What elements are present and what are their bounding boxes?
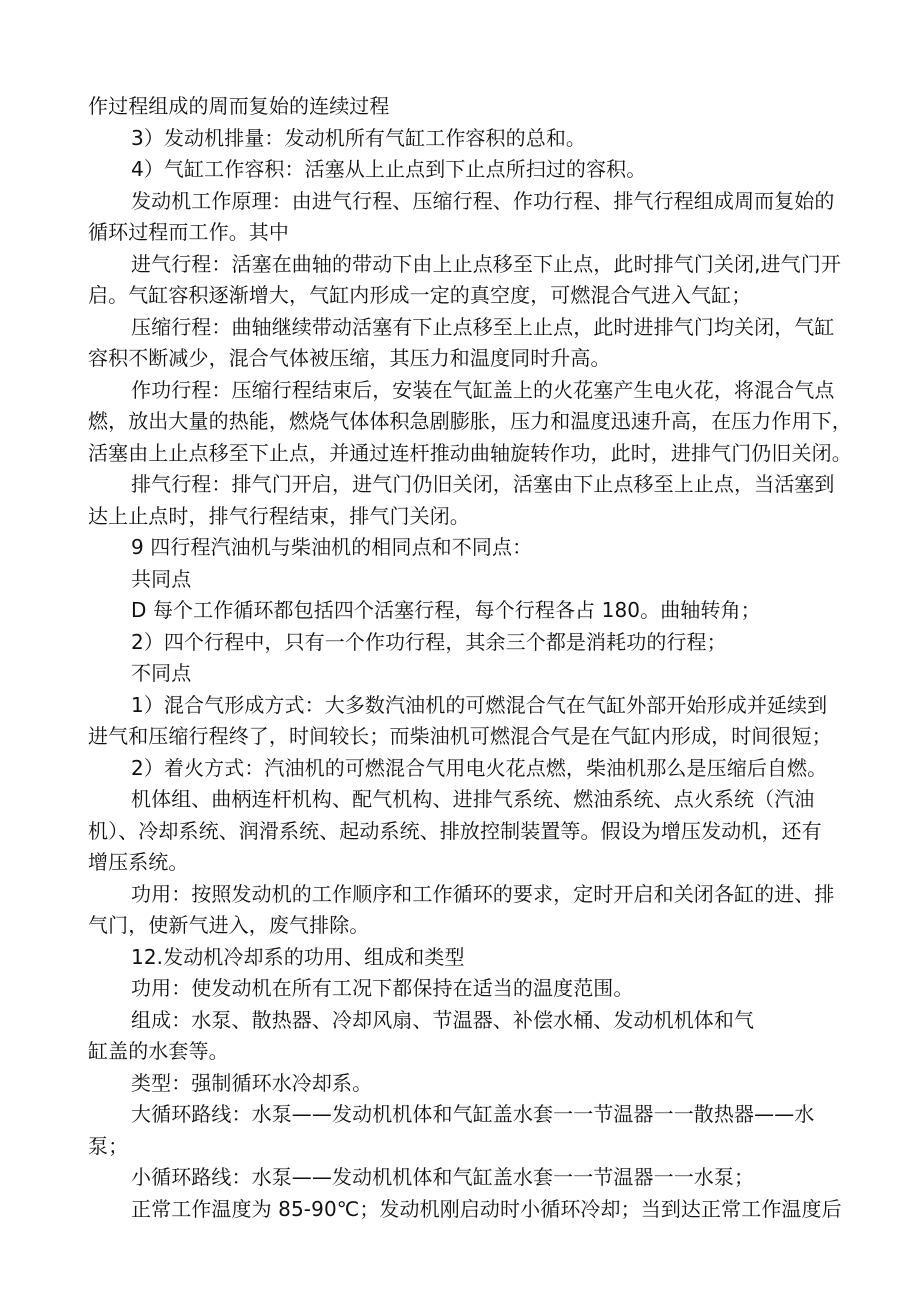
- text-line: 进气和压缩行程终了，时间较长；而柴油机可燃混合气是在气缸内形成，时间很短；: [88, 724, 832, 748]
- text-line: 共同点: [131, 567, 192, 591]
- text-line: 进气行程：活塞在曲轴的带动下由上止点移至下止点，此时排气门关闭,进气门开: [131, 252, 841, 276]
- text-line: 4）气缸工作容积：活塞从上止点到下止点所扫过的容积。: [131, 157, 647, 181]
- text-line: 气门，使新气进入，废气排除。: [88, 913, 370, 937]
- text-line: 9 四行程汽油机与柴油机的相同点和不同点：: [131, 535, 533, 559]
- text-line: 压缩行程：曲轴继续带动活塞有下止点移至上止点，此时进排气门均关闭，气缸: [131, 315, 835, 339]
- text-line: 作过程组成的周而复始的连续过程: [88, 94, 390, 118]
- text-line: 容积不断减少，混合气体被压缩，其压力和温度同时升高。: [88, 346, 611, 370]
- text-line: 组成：水泵、散热器、冷却风扇、节温器、补偿水桶、发动机机体和气: [131, 1008, 755, 1032]
- text-line: 2）着火方式：汽油机的可燃混合气用电火花点燃，柴油机那么是压缩后自燃。: [131, 756, 828, 780]
- text-line: 循环过程而工作。其中: [88, 220, 289, 244]
- text-line: 3）发动机排量：发动机所有气缸工作容积的总和。: [131, 126, 587, 150]
- text-line: 机）、冷却系统、润滑系统、起动系统、排放控制装置等。假设为增压发动机，还有: [88, 819, 822, 843]
- text-line: 启。气缸容积逐渐增大，气缸内形成一定的真空度，可燃混合气进入气缸；: [88, 283, 752, 307]
- text-line: 排气行程：排气门开启，进气门仍旧关闭，活塞由下止点移至上止点，当活塞到: [131, 472, 835, 496]
- text-line: 机体组、曲柄连杆机构、配气机构、进排气系统、燃油系统、点火系统（汽油: [131, 787, 815, 811]
- text-line: 燃，放出大量的热能，燃烧气体体积急剧膨胀，压力和温度迅速升高，在压力作用下，: [88, 409, 852, 433]
- text-line: 小循环路线：水泵——发动机机体和气缸盖水套一一节温器一一水泵；: [131, 1165, 755, 1189]
- text-line: 12.发动机冷却系的功用、组成和类型: [131, 945, 465, 969]
- text-line: 正常工作温度为 85-90℃；发动机刚启动时小循环冷却；当到达正常工作温度后: [131, 1197, 842, 1221]
- text-line: 增压系统。: [88, 850, 189, 874]
- text-line: 作功行程：压缩行程结束后，安装在气缸盖上的火花塞产生电火花，将混合气点: [131, 378, 835, 402]
- text-line: 不同点: [131, 661, 192, 685]
- text-line: 缸盖的水套等。: [88, 1039, 229, 1063]
- text-line: D 每个工作循环都包括四个活塞行程，每个行程各占 180。曲轴转角；: [131, 598, 761, 622]
- text-line: 大循环路线：水泵——发动机机体和气缸盖水套一一节温器一一散热器——水: [131, 1102, 815, 1126]
- text-line: 功用：使发动机在所有工况下都保持在适当的温度范围。: [131, 976, 634, 1000]
- text-line: 发动机工作原理：由进气行程、压缩行程、作功行程、排气行程组成周而复始的: [131, 189, 835, 213]
- text-line: 活塞由上止点移至下止点，并通过连杆推动曲轴旋转作功，此时，进排气门仍旧关闭。: [88, 441, 852, 465]
- text-line: 功用：按照发动机的工作顺序和工作循环的要求，定时开启和关闭各缸的进、排: [131, 882, 835, 906]
- text-line: 2）四个行程中，只有一个作功行程，其余三个都是消耗功的行程；: [131, 630, 727, 654]
- text-line: 达上止点时，排气行程结束，排气门关闭。: [88, 504, 470, 528]
- text-line: 泵；: [88, 1134, 129, 1158]
- text-line: 1）混合气形成方式：大多数汽油机的可燃混合气在气缸外部开始形成并延续到: [131, 693, 828, 717]
- text-line: 类型：强制循环水冷却系。: [131, 1071, 373, 1095]
